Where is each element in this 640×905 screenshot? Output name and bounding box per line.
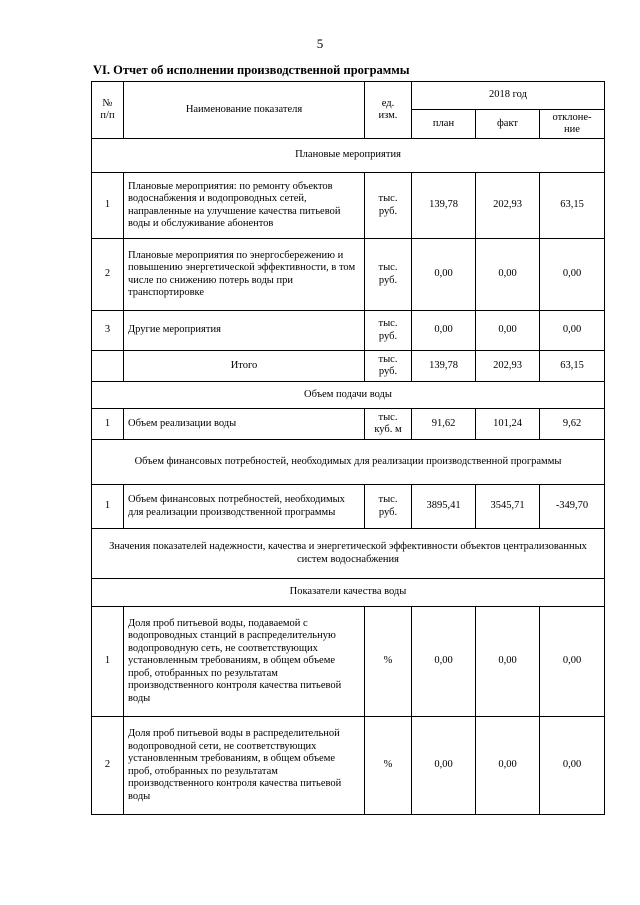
row-num: 2	[92, 239, 124, 311]
row-unit: тыс. руб.	[365, 311, 412, 351]
row-unit: тыс. руб.	[365, 485, 412, 529]
row-deviation: 63,15	[540, 351, 605, 382]
section-financial-needs: Объем финансовых потребностей, необходимых для реализации производственной программы	[92, 440, 605, 485]
header-num: № п/п	[92, 82, 124, 139]
header-deviation: отклоне- ние	[540, 110, 605, 139]
row-name: Доля проб питьевой воды в распределительной водопроводной сети, не соответствующих установленным требованиям, в общем объеме проб, отобранных по результатам производственного контроля качества питьевой воды	[124, 717, 365, 815]
section-indicators: Значения показателей надежности, качества и энергетической эффективности объектов централизованных систем водоснабжения	[92, 529, 605, 579]
row-unit: %	[365, 717, 412, 815]
row-fact: 101,24	[476, 409, 540, 440]
header-name: Наименование показателя	[124, 82, 365, 139]
row-num: 1	[92, 485, 124, 529]
row-name: Плановые мероприятия по энергосбережению и повышению энергетической эффективности, в том числе по снижению потерь воды при транспортировке	[124, 239, 365, 311]
header-plan: план	[412, 110, 476, 139]
row-fact: 0,00	[476, 311, 540, 351]
row-plan: 139,78	[412, 351, 476, 382]
row-num: 1	[92, 607, 124, 717]
row-plan: 139,78	[412, 173, 476, 239]
row-num: 1	[92, 173, 124, 239]
header-year: 2018 год	[412, 82, 605, 110]
row-deviation: 0,00	[540, 311, 605, 351]
row-deviation: -349,70	[540, 485, 605, 529]
row-plan: 0,00	[412, 717, 476, 815]
row-plan: 91,62	[412, 409, 476, 440]
row-unit: тыс. руб.	[365, 173, 412, 239]
row-deviation: 0,00	[540, 717, 605, 815]
row-unit: тыс. руб.	[365, 351, 412, 382]
row-num: 2	[92, 717, 124, 815]
header-fact: факт	[476, 110, 540, 139]
row-plan: 3895,41	[412, 485, 476, 529]
row-plan: 0,00	[412, 607, 476, 717]
table-row-total	[92, 351, 605, 382]
table-row	[92, 409, 605, 440]
header-unit: ед. изм.	[365, 82, 412, 139]
row-fact: 0,00	[476, 717, 540, 815]
row-num: 1	[92, 409, 124, 440]
row-fact: 0,00	[476, 239, 540, 311]
row-fact: 202,93	[476, 351, 540, 382]
row-deviation: 0,00	[540, 607, 605, 717]
row-fact: 202,93	[476, 173, 540, 239]
section-water-supply: Объем подачи воды	[92, 382, 605, 409]
section-planned-events: Плановые мероприятия	[92, 139, 605, 173]
table-row	[92, 717, 605, 815]
row-unit: тыс. куб. м	[365, 409, 412, 440]
row-fact: 0,00	[476, 607, 540, 717]
row-name: Доля проб питьевой воды, подаваемой с водопроводных станций в распределительную водопроводную сеть, не соответствующих установленным требованиям, в общем объеме проб, отобранных по результатам производственного контроля качества питьевой воды	[124, 607, 365, 717]
row-deviation: 63,15	[540, 173, 605, 239]
row-plan: 0,00	[412, 311, 476, 351]
row-fact: 3545,71	[476, 485, 540, 529]
table-row	[92, 607, 605, 717]
row-plan: 0,00	[412, 239, 476, 311]
table-row	[92, 173, 605, 239]
row-name: Итого	[124, 351, 365, 382]
row-num: 3	[92, 311, 124, 351]
row-deviation: 9,62	[540, 409, 605, 440]
page-number: 5	[316, 36, 324, 51]
row-name: Плановые мероприятия: по ремонту объектов водоснабжения и водопроводных сетей, направленные на улучшение качества питьевой воды и обслуживание абонентов	[124, 173, 365, 239]
table-row	[92, 485, 605, 529]
row-unit: %	[365, 607, 412, 717]
row-name: Объем финансовых потребностей, необходимых для реализации производственной программы	[124, 485, 365, 529]
row-deviation: 0,00	[540, 239, 605, 311]
table-row	[92, 239, 605, 311]
section-water-quality: Показатели качества воды	[92, 579, 605, 607]
row-num-empty	[92, 351, 124, 382]
table-row	[92, 311, 605, 351]
row-name: Другие мероприятия	[124, 311, 365, 351]
row-unit: тыс. руб.	[365, 239, 412, 311]
row-name: Объем реализации воды	[124, 409, 365, 440]
section-title: VI. Отчет об исполнении производственной программы	[93, 63, 410, 77]
report-table	[91, 81, 605, 815]
